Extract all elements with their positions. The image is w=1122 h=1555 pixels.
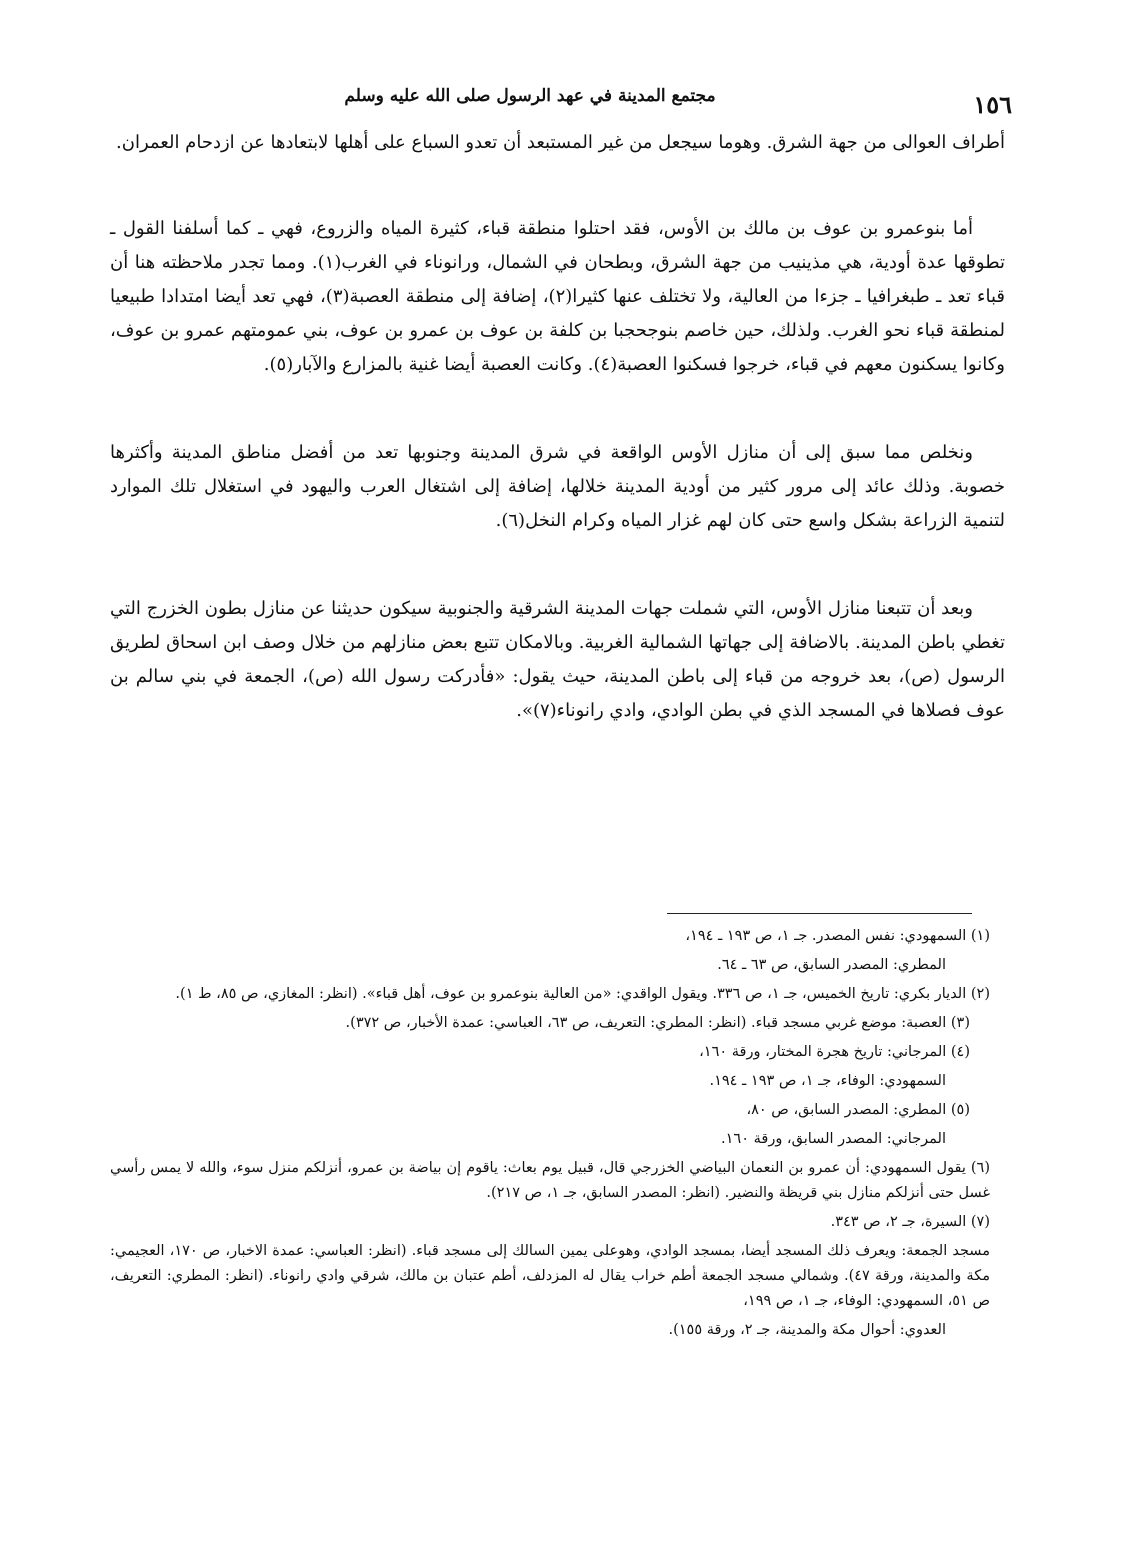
page-number: ١٥٦ bbox=[973, 90, 1012, 119]
footnote-1-cont: المطري: المصدر السابق، ص ٦٣ ـ ٦٤. bbox=[717, 957, 946, 973]
paragraph-1: أطراف العوالى من جهة الشرق. وهوما سيجعل من غير المستبعد أن تعدو السباع على أهلها لابتعادها عن ازدحام العمران. bbox=[116, 132, 1005, 153]
footnote-7: (٧) السيرة، جـ ٢، ص ٣٤٣. bbox=[830, 1214, 990, 1230]
footnote-7-cont: العدوي: أحوال مكة والمدينة، جـ ٢، ورقة ١٥٥). bbox=[668, 1322, 946, 1338]
body-text bbox=[110, 126, 1005, 782]
footnote-4: (٤) المرجاني: تاريخ هجرة المختار، ورقة ١٦٠، bbox=[699, 1044, 970, 1060]
footnote-5: (٥) المطري: المصدر السابق، ص ٨٠، bbox=[746, 1102, 970, 1118]
footnote-6: (٦) يقول السمهودي: أن عمرو بن النعمان البياضي الخزرجي قال، قبيل يوم بعاث: ياقوم إن بياضة بن عمرو، أنزلكم منزل سوء، والله لا يمس رأسي غسل حتى أنزلكم منازل بني قريظة والنضير. (انظر: المصدر السابق، جـ ١، ص ٢١٧). bbox=[110, 1160, 990, 1201]
footnote-separator bbox=[667, 913, 972, 914]
running-header: مجتمع المدينة في عهد الرسول صلى الله عليه وسلم bbox=[344, 86, 716, 106]
footnote-2: (٢) الديار بكري: تاريخ الخميس، جـ ١، ص ٣٣٦. ويقول الواقدي: «من العالية بنوعمرو بن عوف، أهل قباء». (انظر: المغازي، ص ٨٥، ط ١). bbox=[175, 986, 990, 1002]
footnotes bbox=[110, 924, 990, 1347]
footnote-7-mosque: مسجد الجمعة: ويعرف ذلك المسجد أيضا، بمسجد الوادي، وهوعلى يمين السالك إلى مسجد قباء. (انظر: العباسي: عمدة الاخبار، ص ١٧٠، العجيمي: مكة والمدينة، ورقة ٤٧). وشمالي مسجد الجمعة أطم خراب يقال له المزدلف، أطم عتبان بن مالك، شرقي وادي رانوناء. (انظر: المطري: التعريف، ص ٥١، السمهودي: الوفاء، جـ ١، ص ١٩٩، bbox=[110, 1243, 991, 1309]
paragraph-3: ونخلص مما سبق إلى أن منازل الأوس الواقعة في شرق المدينة وجنوبها تعد من أفضل مناطق المدينة وأكثرها خصوبة. وذلك عائد إلى مرور كثير من أودية المدينة خلالها، إضافة إلى اشتغال العرب واليهود في استغلال تلك الموارد لتنمية الزراعة بشكل واسع حتى كان لهم غزار المياه وكرام النخل(٦). bbox=[110, 442, 1005, 531]
footnote-5-cont: المرجاني: المصدر السابق، ورقة ١٦٠. bbox=[721, 1131, 946, 1147]
footnote-1: (١) السمهودي: نفس المصدر. جـ ١، ص ١٩٣ ـ ١٩٤، bbox=[685, 928, 990, 944]
paragraph-4: وبعد أن تتبعنا منازل الأوس، التي شملت جهات المدينة الشرقية والجنوبية سيكون حديثنا عن منازل بطون الخزرج التي تغطي باطن المدينة. بالاضافة إلى جهاتها الشمالية الغربية. وبالامكان تتبع بعض منازلهم من خلال وصف ابن اسحاق لطريق الرسول (ص)، بعد خروجه من قباء إلى باطن المدينة، حيث يقول: «فأدركت رسول الله (ص)، الجمعة في بني سالم بن عوف فصلاها في المسجد الذي في بطن الوادي، وادي رانوناء(٧)». bbox=[110, 598, 1005, 721]
footnote-3: (٣) العصبة: موضع غربي مسجد قباء. (انظر: المطري: التعريف، ص ٦٣، العباسي: عمدة الأخبار، ص ٣٧٢). bbox=[345, 1015, 970, 1031]
footnote-4-cont: السمهودي: الوفاء، جـ ١، ص ١٩٣ ـ ١٩٤. bbox=[709, 1073, 946, 1089]
paragraph-2: أما بنوعمرو بن عوف بن مالك بن الأوس، فقد احتلوا منطقة قباء، كثيرة المياه والزروع، فهي ـ كما أسلفنا القول ـ تطوقها عدة أودية، هي مذينيب من جهة الشرق، وبطحان في الشمال، ورانوناء في الغرب(١). ومما تجدر ملاحظته هنا أن قباء تعد ـ طبغرافيا ـ جزءا من العالية، ولا تختلف عنها كثيرا(٢)، إضافة إلى منطقة العصبة(٣)، فهي تعد أيضا امتدادا طبيعيا لمنطقة قباء نحو الغرب. ولذلك، حين خاصم بنوجحجبا بن كلفة بن عوف بن عمرو بن عوف، بني عمومتهم عمرو بن عوف، وكانوا يسكنون معهم في قباء، خرجوا فسكنوا العصبة(٤). وكانت العصبة أيضا غنية بالمزارع والآبار(٥). bbox=[110, 218, 1005, 375]
